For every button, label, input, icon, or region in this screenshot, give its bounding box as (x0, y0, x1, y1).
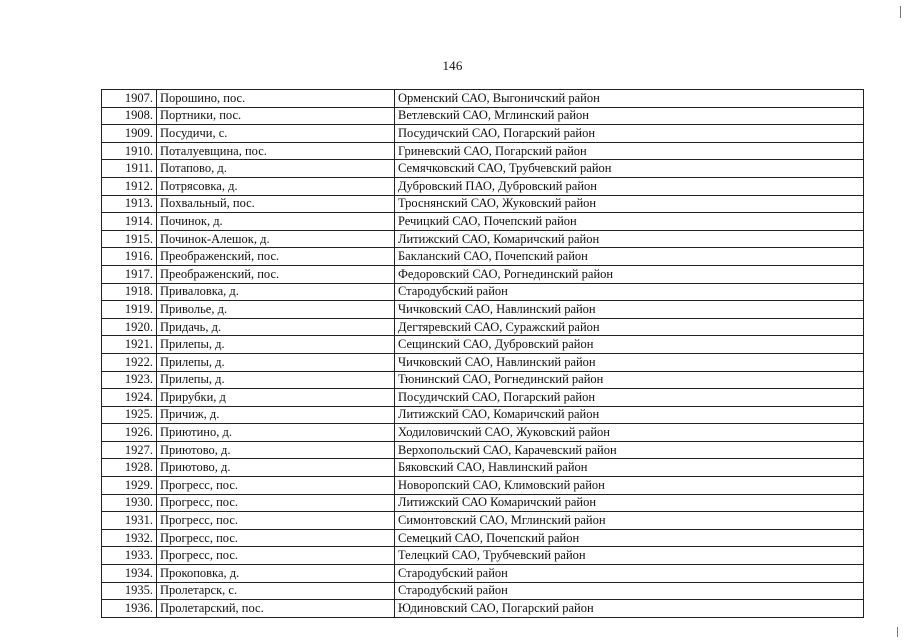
administrative-unit: Новоропский САО, Климовский район (395, 477, 864, 495)
settlement-name: Прогресс, пос. (157, 494, 395, 512)
table-row (102, 265, 864, 283)
row-number: 1907. (102, 90, 157, 108)
table-row (102, 389, 864, 407)
table-row (102, 424, 864, 442)
table-row (102, 301, 864, 319)
table-row (102, 600, 864, 618)
administrative-unit: Тюнинский САО, Рогнединский район (395, 371, 864, 389)
table-row (102, 477, 864, 495)
row-number: 1928. (102, 459, 157, 477)
row-number: 1921. (102, 336, 157, 354)
row-number: 1929. (102, 477, 157, 495)
table-row (102, 177, 864, 195)
table-row (102, 195, 864, 213)
administrative-unit: Орменский САО, Выгоничский район (395, 90, 864, 108)
administrative-unit: Телецкий САО, Трубчевский район (395, 547, 864, 565)
settlement-name: Прогресс, пос. (157, 512, 395, 530)
settlement-name: Приютово, д. (157, 441, 395, 459)
settlement-name: Прогресс, пос. (157, 529, 395, 547)
row-number: 1908. (102, 107, 157, 125)
administrative-unit: Бяковский САО, Навлинский район (395, 459, 864, 477)
row-number: 1913. (102, 195, 157, 213)
settlements-table (101, 89, 864, 618)
administrative-unit: Дубровский ПАО, Дубровский район (395, 177, 864, 195)
settlements-table-body (102, 90, 864, 618)
table-row (102, 160, 864, 178)
table-row (102, 406, 864, 424)
administrative-unit: Юдиновский САО, Погарский район (395, 600, 864, 618)
settlement-name: Приваловка, д. (157, 283, 395, 301)
table-row (102, 90, 864, 108)
table-row (102, 336, 864, 354)
settlement-name: Прогресс, пос. (157, 547, 395, 565)
table-row (102, 459, 864, 477)
table-row (102, 353, 864, 371)
table-row (102, 283, 864, 301)
settlement-name: Пролетарск, с. (157, 582, 395, 600)
settlement-name: Придачь, д. (157, 318, 395, 336)
row-number: 1923. (102, 371, 157, 389)
table-row (102, 494, 864, 512)
row-number: 1922. (102, 353, 157, 371)
settlement-name: Пoхвальный, пос. (157, 195, 395, 213)
settlement-name: Поталуевщина, пос. (157, 142, 395, 160)
row-number: 1918. (102, 283, 157, 301)
row-number: 1912. (102, 177, 157, 195)
table-row (102, 142, 864, 160)
administrative-unit: Речицкий САО, Почепский район (395, 213, 864, 231)
administrative-unit: Чичковский САО, Навлинский район (395, 353, 864, 371)
row-number: 1911. (102, 160, 157, 178)
administrative-unit: Ходиловичский САО, Жуковский район (395, 424, 864, 442)
row-number: 1926. (102, 424, 157, 442)
settlement-name: Порошино, пос. (157, 90, 395, 108)
row-number: 1920. (102, 318, 157, 336)
table-row (102, 248, 864, 266)
settlement-name: Причиж, д. (157, 406, 395, 424)
row-number: 1914. (102, 213, 157, 231)
table-row (102, 107, 864, 125)
administrative-unit: Стародубский район (395, 582, 864, 600)
row-number: 1932. (102, 529, 157, 547)
row-number: 1917. (102, 265, 157, 283)
administrative-unit: Стародубский район (395, 283, 864, 301)
row-number: 1925. (102, 406, 157, 424)
settlement-name: Портники, пос. (157, 107, 395, 125)
scan-edge-mark-bottom (897, 627, 898, 637)
table-row (102, 529, 864, 547)
table-row (102, 582, 864, 600)
row-number: 1933. (102, 547, 157, 565)
settlement-name: Прирубки, д (157, 389, 395, 407)
administrative-unit: Литижский САО, Комаричский район (395, 406, 864, 424)
administrative-unit: Стародубский район (395, 565, 864, 583)
administrative-unit: Посудичский САО, Погарский район (395, 125, 864, 143)
administrative-unit: Литижский САО, Комаричский район (395, 230, 864, 248)
settlement-name: Преображенский, пос. (157, 248, 395, 266)
row-number: 1935. (102, 582, 157, 600)
row-number: 1927. (102, 441, 157, 459)
administrative-unit: Ветлевский САО, Мглинский район (395, 107, 864, 125)
table-row (102, 565, 864, 583)
row-number: 1909. (102, 125, 157, 143)
administrative-unit: Бакланский САО, Почепский район (395, 248, 864, 266)
row-number: 1931. (102, 512, 157, 530)
administrative-unit: Гриневский САО, Погарский район (395, 142, 864, 160)
administrative-unit: Дегтяревский САО, Суражский район (395, 318, 864, 336)
settlement-name: Преображенский, пос. (157, 265, 395, 283)
row-number: 1934. (102, 565, 157, 583)
row-number: 1930. (102, 494, 157, 512)
settlement-name: Потрясовка, д. (157, 177, 395, 195)
administrative-unit: Семецкий САО, Почепский район (395, 529, 864, 547)
administrative-unit: Федоровский САО, Рогнединский район (395, 265, 864, 283)
administrative-unit: Литижский САО Комаричский район (395, 494, 864, 512)
settlement-name: Прилепы, д. (157, 353, 395, 371)
settlement-name: Пролетарский, пос. (157, 600, 395, 618)
row-number: 1924. (102, 389, 157, 407)
administrative-unit: Сещинский САО, Дубровский район (395, 336, 864, 354)
administrative-unit: Троснянский САО, Жуковский район (395, 195, 864, 213)
settlement-name: Прилепы, д. (157, 336, 395, 354)
settlement-name: Приютово, д. (157, 459, 395, 477)
page-number: 146 (442, 58, 463, 73)
table-row (102, 213, 864, 231)
settlement-name: Посудичи, с. (157, 125, 395, 143)
row-number: 1936. (102, 600, 157, 618)
settlement-name: Потапово, д. (157, 160, 395, 178)
settlement-name: Прилепы, д. (157, 371, 395, 389)
administrative-unit: Чичковский САО, Навлинский район (395, 301, 864, 319)
settlement-name: Прокоповка, д. (157, 565, 395, 583)
table-row (102, 441, 864, 459)
settlement-name: Починок-Алешок, д. (157, 230, 395, 248)
scan-edge-mark-top (900, 6, 901, 18)
administrative-unit: Симонтовский САО, Мглинский район (395, 512, 864, 530)
settlement-name: Приволье, д. (157, 301, 395, 319)
administrative-unit: Посудичский САО, Погарский район (395, 389, 864, 407)
table-row (102, 230, 864, 248)
row-number: 1916. (102, 248, 157, 266)
settlement-name: Прогресс, пос. (157, 477, 395, 495)
table-row (102, 318, 864, 336)
table-row (102, 371, 864, 389)
settlement-name: Приютино, д. (157, 424, 395, 442)
row-number: 1915. (102, 230, 157, 248)
settlement-name: Починок, д. (157, 213, 395, 231)
table-row (102, 125, 864, 143)
table-row (102, 547, 864, 565)
row-number: 1919. (102, 301, 157, 319)
administrative-unit: Семячковский САО, Трубчевский район (395, 160, 864, 178)
administrative-unit: Верхопольский САО, Карачевский район (395, 441, 864, 459)
table-row (102, 512, 864, 530)
row-number: 1910. (102, 142, 157, 160)
